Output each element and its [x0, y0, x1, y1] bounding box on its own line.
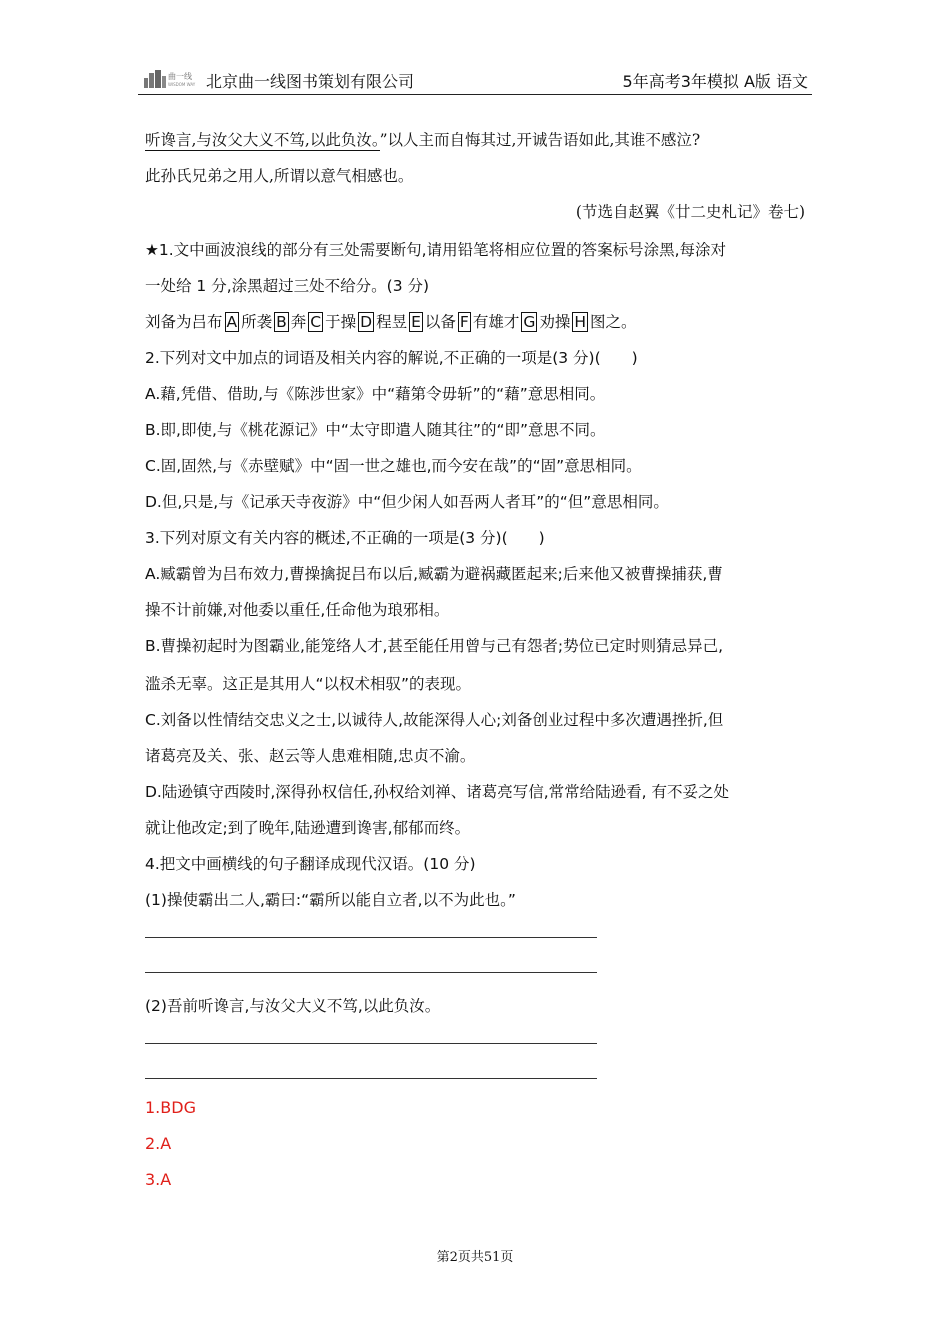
book-title: 5年高考3年模拟 A版 语文	[622, 72, 808, 91]
q3-option-c-2: 诸葛亮及关、张、赵云等人患难相随,忠贞不渝。	[145, 747, 476, 765]
q3-option-c-1: C.刘备以性情结交忠义之士,以诚待人,故能深得人心;刘备创业过程中多次遭遇挫折,但	[145, 711, 724, 729]
company-logo-icon	[144, 68, 204, 88]
passage-source: (节选自赵翼《廿二史札记》卷七)	[575, 203, 805, 221]
q3-option-b-1: B.曹操初起时为图霸业,能笼络人才,甚至能任用曾与己有怨者;势位已定时则猜忌异己,	[145, 637, 724, 655]
q1-stem-2: 一处给 1 分,涂黑超过三处不给分。(3 分)	[145, 277, 430, 295]
q2-stem: 2.下列对文中加点的词语及相关内容的解说,不正确的一项是(3 分)( )	[145, 349, 638, 367]
answer-line[interactable]	[145, 1078, 597, 1079]
q1-stem-1: ★1.文中画波浪线的部分有三处需要断句,请用铅笔将相应位置的答案标号涂黑,每涂对	[145, 241, 727, 259]
answer-3: 3.A	[145, 1170, 172, 1189]
answer-box-f[interactable]: F	[459, 313, 469, 331]
q2-option-a: A.藉,凭借、借助,与《陈涉世家》中“藉第令毋斩”的“藉”意思相同。	[145, 385, 606, 403]
answer-box-h[interactable]: H	[574, 313, 587, 331]
underlined-sentence: 听谗言,与汝父大义不笃,以此负汝。	[145, 131, 380, 149]
page-header	[138, 64, 812, 95]
q2-option-b: B.即,即使,与《桃花源记》中“太守即遣人随其往”的“即”意思不同。	[145, 421, 606, 439]
q3-option-a-1: A.臧霸曾为吕布效力,曹操擒捉吕布以后,臧霸为避祸藏匿起来;后来他又被曹操捕获,曹	[145, 565, 723, 583]
passage-line-1: 听谗言,与汝父大义不笃,以此负汝。”以人主而自悔其过,开诚告语如此,其谁不感泣?	[145, 131, 701, 149]
answer-box-g[interactable]: G	[523, 313, 536, 331]
q3-stem: 3.下列对原文有关内容的概述,不正确的一项是(3 分)( )	[145, 529, 545, 547]
q2-option-c: C.固,固然,与《赤壁赋》中“固一世之雄也,而今安在哉”的“固”意思相同。	[145, 457, 642, 475]
q1-options: 刘备为吕布 A 所袭 B 奔 C 于操 D 程昱 E 以备 F 有雄才 G 劝操 H 图之。	[145, 313, 637, 331]
passage-line-2: 此孙氏兄弟之用人,所谓以意气相感也。	[145, 167, 414, 185]
answer-box-e[interactable]: E	[411, 313, 421, 331]
answer-box-d[interactable]: D	[360, 313, 373, 331]
company-name: 北京曲一线图书策划有限公司	[206, 72, 415, 91]
q3-option-d-2: 就让他改定;到了晚年,陆逊遭到谗害,郁郁而终。	[145, 819, 471, 837]
answer-box-b[interactable]: B	[276, 313, 287, 331]
q4-stem: 4.把文中画横线的句子翻译成现代汉语。(10 分)	[145, 855, 476, 873]
answer-line[interactable]	[145, 937, 597, 938]
q3-option-d-1: D.陆逊镇守西陵时,深得孙权信任,孙权给刘禅、诸葛亮写信,常常给陆逊看, 有不妥之处	[145, 783, 729, 801]
page-number: 第2页共51页	[436, 1250, 514, 1265]
q2-option-d: D.但,只是,与《记承天寺夜游》中“但少闲人如吾两人者耳”的“但”意思相同。	[145, 493, 669, 511]
answer-box-a[interactable]: A	[226, 313, 238, 331]
svg-text:WISDOM WAY: WISDOM WAY	[168, 82, 196, 87]
q3-option-b-2: 滥杀无辜。这正是其用人“以权术相驭”的表现。	[145, 675, 472, 693]
answer-2: 2.A	[145, 1134, 172, 1153]
q3-option-a-2: 操不计前嫌,对他委以重任,任命他为琅邪相。	[145, 601, 450, 619]
answer-line[interactable]	[145, 1043, 597, 1044]
svg-text:曲一线: 曲一线	[168, 72, 192, 81]
answer-1: 1.BDG	[145, 1098, 196, 1117]
answer-box-c[interactable]: C	[310, 313, 322, 331]
q4-sentence-2: (2)吾前听谗言,与汝父大义不笃,以此负汝。	[145, 997, 441, 1015]
answer-line[interactable]	[145, 972, 597, 973]
q4-sentence-1: (1)操使霸出二人,霸曰:“霸所以能自立者,以不为此也。”	[145, 891, 516, 909]
